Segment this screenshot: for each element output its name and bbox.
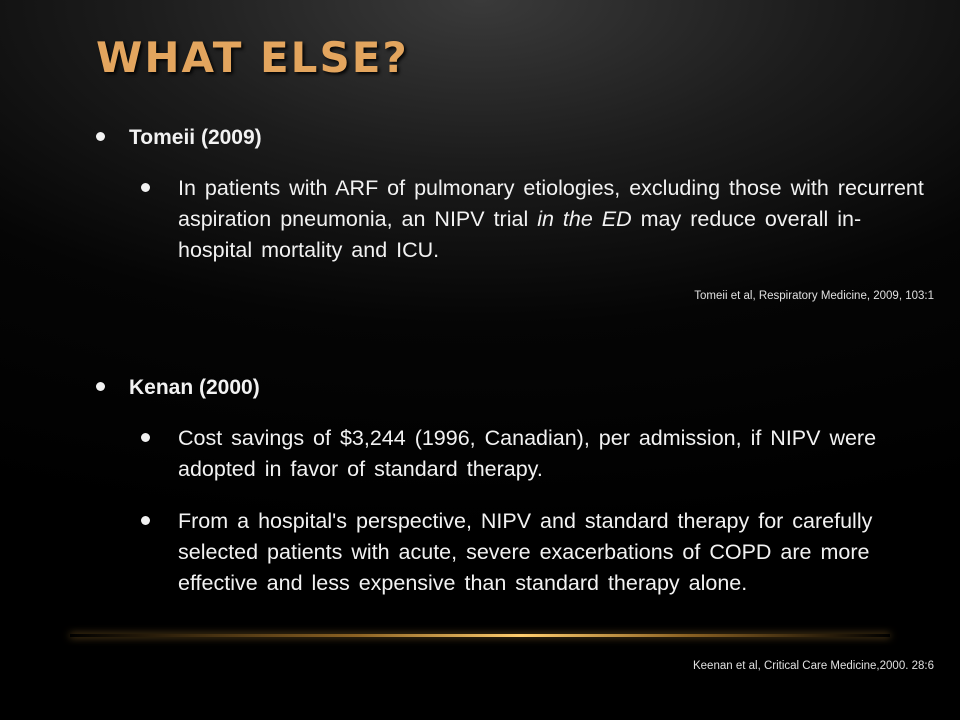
bullet-text: In patients with ARF of pulmonary etiologies, excluding those with recurrent aspiration pneumonia, an NIPV trial in the ED may reduce overall in-hospital mortality and ICU. — [178, 176, 924, 262]
bullet-icon — [96, 382, 105, 391]
citation-keenan: Keenan et al, Critical Care Medicine,2000. 28:6 — [692, 660, 934, 672]
bullet-text: From a hospital's perspective, NIPV and standard therapy for carefully selected patients with acute, severe exacerbations of COPD are more effective and less expensive than standard therapy alone. — [178, 509, 873, 595]
bullet-icon — [141, 433, 150, 442]
bullet-kenan-cost-savings — [141, 423, 921, 485]
decorative-divider — [70, 634, 890, 637]
section-heading-tomeii — [96, 124, 262, 152]
section-heading-kenan — [96, 374, 260, 402]
section-heading-text: Kenan (2000) — [129, 376, 260, 399]
bullet-icon — [141, 516, 150, 525]
bullet-icon — [96, 132, 105, 141]
bullet-icon — [141, 183, 150, 192]
bullet-tomeii-finding — [141, 173, 931, 266]
bullet-kenan-perspective — [141, 506, 936, 599]
slide-title: WHAT ELSE? — [96, 33, 409, 82]
citation-tomeii: Tomeii et al, Respiratory Medicine, 2009, 103:1 — [694, 290, 934, 302]
bullet-text: Cost savings of $3,244 (1996, Canadian), per admission, if NIPV were adopted in favor of standard therapy. — [178, 426, 877, 481]
section-heading-text: Tomeii (2009) — [129, 126, 262, 149]
